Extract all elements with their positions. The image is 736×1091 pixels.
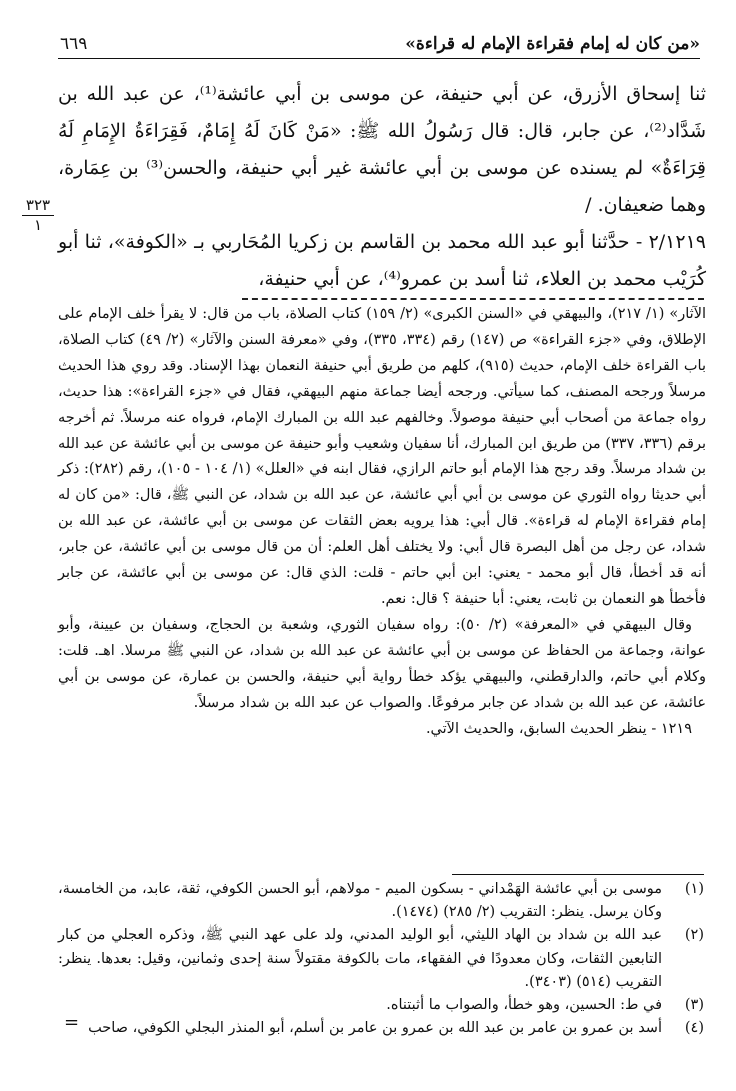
manuscript-folio-reference	[18, 197, 58, 234]
editor-notes	[58, 302, 706, 742]
footnote-1	[58, 878, 706, 924]
dashed-separator	[242, 298, 704, 300]
footnote-number: (١)	[684, 881, 704, 897]
page-number: ٦٦٩	[60, 34, 88, 54]
footnote-text: أسد بن عمرو بن عامر بن عبد الله بن عمرو بن عامر بن أسلم، أبو المنذر البجلي الكوفي، صاحب	[88, 1020, 662, 1037]
running-title: «من كان له إمام فقراءة الإمام له قراءة»	[405, 34, 700, 54]
notes-paragraph-1: الآثار» (١/ ٢١٧)، والبيهقي في «السنن الكبرى» (٢/ ١٥٩) كتاب الصلاة، باب من قال: لا يقرأ خلف الإمام على الإطلاق، وفي «جزء القراءة» ص (١٤٧) رقم (٣٣٤، ٣٣٥)، وفي «معرفة السنن والآثار» (٢/ ٤٩) كتاب الصلاة، باب القراءة خلف الإمام، حديث (٩١٥)، كلهم من طريق أبي حنيفة النعمان بهذا الإسناد. وقد روي هذا الحديث مرسلاً ورجحه المصنف، كما سيأتي. ورجحه أيضا جماعة منهم البيهقي، فقال في «جزء القراءة»: هذا حديث، رواه جماعة من أصحاب أبي حنيفة موصولاً. وخالفهم عبد الله بن المبارك الإمام، فرواه عنه مرسلاً. ثم أخرجه برقم (٣٣٦، ٣٣٧) من طريق ابن المبارك، أنا سفيان وشعيب وأبو حنيفة عن موسى بن أبي عائشة عن عبد الله بن شداد مرسلاً. وقد رجح هذا الإمام أبو حاتم الرازي، فقال ابنه في «العلل» (١/ ١٠٤ - ١٠٥)، رقم (٢٨٢): ذكر أبي حديثا رواه الثوري عن موسى بن أبي أبي عائشة، عن عبد الله بن شداد، عن النبي ﷺ، قال: «من كان له إمام فقراءة الإمام له قراءة». قال أبي: هذا يرويه بعض الثقات عن موسى بن أبي عائشة، عن عبد الله بن شداد، عن رجل من أهل البصرة قال أبي: ولا يختلف أهل العلم: أن من قال موسى بن أبي عائشة، عن جابر، أنه قد أخطأ، قال أبو محمد - يعني: ابن أبي حاتم - قلت: الذي قال: عن موسى بن أبي عائشة، عن جابر فأخطأ هو النعمان بن ثابت، يعني: أبا حنيفة ؟ قال: نعم.	[58, 306, 707, 607]
folio-side: ١	[33, 216, 43, 234]
footnote-number: (٤)	[684, 1020, 704, 1037]
main-text	[58, 76, 706, 298]
footnote-2	[58, 924, 706, 994]
footnote-separator	[452, 874, 704, 875]
folio-number: ٣٢٣	[25, 196, 51, 214]
continuation-mark: =	[64, 1012, 80, 1033]
footnote-4	[58, 1017, 706, 1040]
hadith-paragraph-2: ٢/١٢١٩ - حدَّثنا أبو عبد الله محمد بن القاسم بن زكريا المُحَاربي بـ «الكوفة»، ثنا أبو كُرَيْب محمد بن العلاء، ثنا أسد بن عمرو⁽⁴⁾، عن أبي حنيفة،	[58, 231, 706, 290]
notes-paragraph-3: ١٢١٩ - ينظر الحديث السابق، والحديث الآتي.	[425, 720, 692, 737]
footnotes	[58, 878, 706, 1040]
footnote-number: (٢)	[684, 927, 704, 944]
hadith-paragraph-1: ثنا إسحاق الأزرق، عن أبي حنيفة، عن موسى بن أبي عائشة⁽¹⁾، عن عبد الله بن شَدَّاد⁽²⁾، عن جابر، قال: قال رَسُولُ الله ﷺ: «مَنْ كَانَ لَهُ إِمَامٌ، فَقِرَاءَةُ الإِمَامِ لَهُ قِرَاءَةٌ» لم يسنده عن موسى بن أبي عائشة غير أبي حنيفة، والحسن⁽³⁾ بن عِمَارة، وهما ضعيفان. /	[58, 83, 707, 216]
footnote-number: (٣)	[684, 997, 704, 1014]
footnote-text: موسى بن أبي عائشة الهَمْداني - بسكون الميم - مولاهم، أبو الحسن الكوفي، ثقة، عابد، من الخامسة، وكان يرسل. ينظر: التقريب (٢/ ٢٨٥) (١٤٧٤).	[58, 881, 662, 921]
page-header	[58, 32, 700, 59]
notes-paragraph-2: وقال البيهقي في «المعرفة» (٢/ ٥٠): رواه سفيان الثوري، وشعبة بن الحجاج، وسفيان بن عيينة، وأبو عوانة، وجماعة من الحفاظ عن موسى بن أبي عائشة عن عبد الله بن شداد، عن النبي ﷺ مرسلا. اهـ. قلت: وكلام أبي حاتم، والدارقطني، والبيهقي يؤكد خطأ رواية أبي حنيفة، والحسن بن عمارة، عن موسى بن أبي عائشة، عن عبد الله بن شداد عن جابر مرفوعًا. والصواب عن عبد الله بن شداد مرسلاً.	[58, 616, 706, 711]
footnote-text: في ط: الحسين، وهو خطأ، والصواب ما أثبتناه.	[386, 997, 662, 1014]
footnote-text: عبد الله بن شداد بن الهاد الليثي، أبو الوليد المدني، ولد على عهد النبي ﷺ، وذكره العجلي من كبار التابعين الثقات، وكان معدودًا في الفقهاء، مات بالكوفة مقتولاً سنة إحدى وثمانين، وقيل: بعدها. ينظر: التقريب (٥١٤) (٣٤٠٣).	[58, 927, 662, 990]
footnote-3	[58, 994, 706, 1017]
